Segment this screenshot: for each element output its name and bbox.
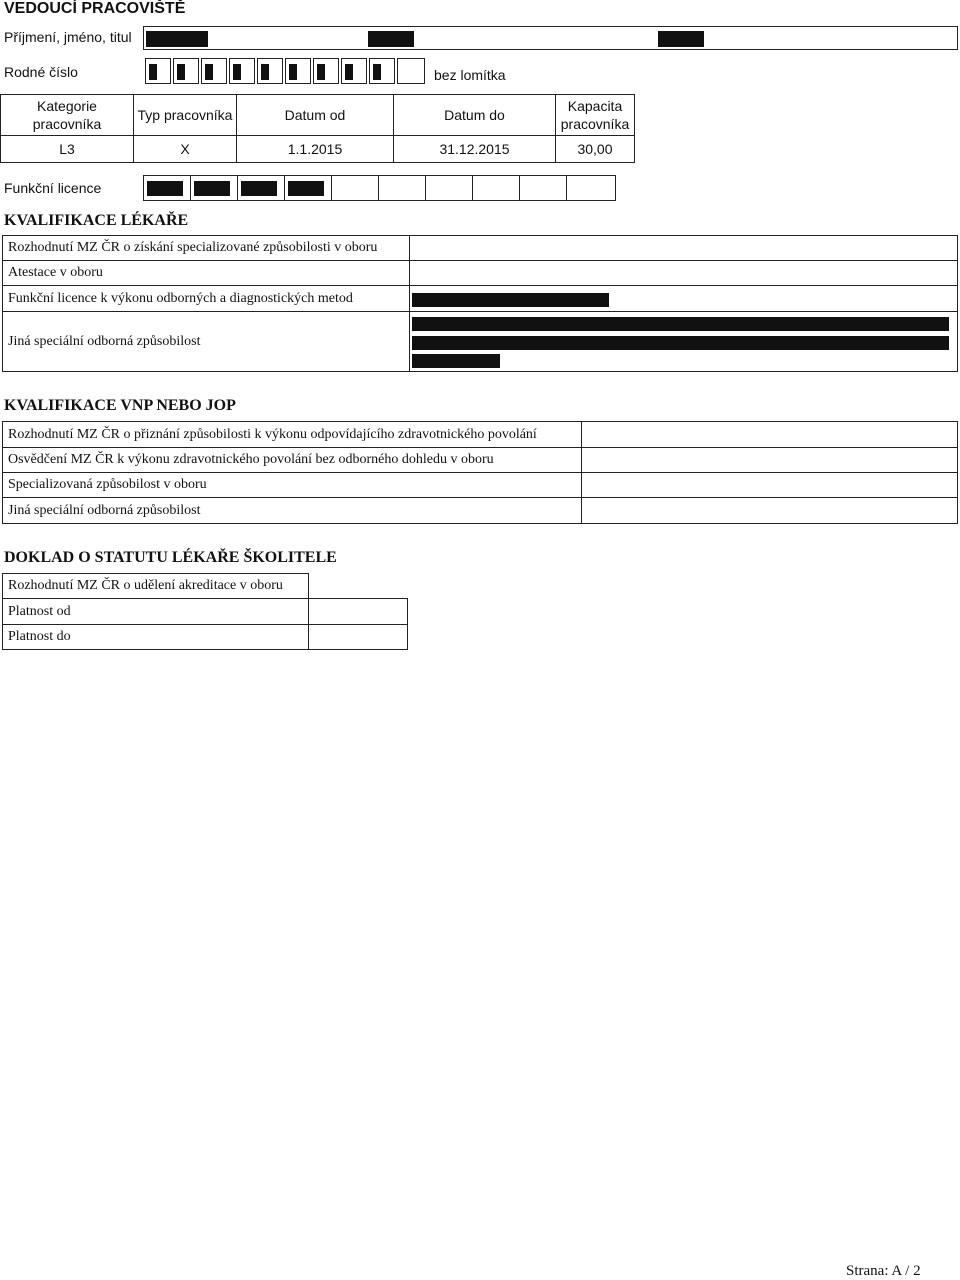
redacted-block <box>177 64 185 80</box>
row-label: Jiná speciální odborná způsobilost <box>8 334 201 349</box>
page-number: Strana: A / 2 <box>846 1263 921 1279</box>
digit-box[interactable] <box>285 58 311 84</box>
redacted-block <box>412 354 500 368</box>
digit-box[interactable] <box>257 58 283 84</box>
redacted-block <box>146 31 208 47</box>
row-label: Osvědčení MZ ČR k výkonu zdravotnického povolání bez odborného dohledu v oboru <box>8 452 494 467</box>
value-field[interactable] <box>409 260 958 286</box>
section-heading-doctor-qualification: KVALIFIKACE LÉKAŘE <box>4 212 189 229</box>
row-label: Rozhodnutí MZ ČR o udělení akreditace v oboru <box>8 578 283 593</box>
table-cell-type: X <box>133 135 237 163</box>
column-header-type: Typ pracovníka <box>133 94 237 136</box>
table-row <box>2 472 582 498</box>
row-label: Rozhodnutí MZ ČR o získání specializované způsobilosti v oboru <box>8 240 378 255</box>
row-label: Atestace v oboru <box>8 265 103 280</box>
row-label: Specializovaná způsobilost v oboru <box>8 477 207 492</box>
table-row <box>2 285 410 312</box>
functional-license-label: Funkční licence <box>4 180 102 196</box>
table-row <box>2 497 582 524</box>
digit-box[interactable] <box>173 58 199 84</box>
row-label: Rozhodnutí MZ ČR o přiznání způsobilosti k výkonu odpovídajícího zdravotnického povolání <box>8 427 537 442</box>
digit-box[interactable] <box>229 58 255 84</box>
birth-number-label: Rodné číslo <box>4 64 78 80</box>
no-slash-note: bez lomítka <box>434 67 506 83</box>
row-label: Funkční licence k výkonu odborných a diagnostických metod <box>8 291 353 306</box>
table-row <box>2 624 309 650</box>
row-label: Platnost do <box>8 629 71 644</box>
column-header-date-to: Datum do <box>393 94 556 136</box>
table-row <box>2 598 309 625</box>
section-heading-trainer-status: DOKLAD O STATUTU LÉKAŘE ŠKOLITELE <box>4 549 337 566</box>
value-field[interactable] <box>581 497 958 524</box>
license-box[interactable] <box>378 175 426 201</box>
table-row <box>2 573 309 599</box>
table-cell-date-from: 1.1.2015 <box>236 135 394 163</box>
table-row <box>2 421 582 448</box>
redacted-block <box>373 64 381 80</box>
value-field[interactable] <box>409 235 958 261</box>
redacted-block <box>412 336 949 350</box>
redacted-block <box>194 181 230 196</box>
redacted-block <box>241 181 277 196</box>
digit-box[interactable] <box>369 58 395 84</box>
value-field[interactable] <box>308 598 408 625</box>
value-field[interactable] <box>581 472 958 498</box>
redacted-block <box>345 64 353 80</box>
license-box[interactable] <box>190 175 238 201</box>
redacted-block <box>289 64 297 80</box>
license-box[interactable] <box>519 175 567 201</box>
license-box[interactable] <box>472 175 520 201</box>
value-field[interactable] <box>409 311 958 372</box>
redacted-block <box>205 64 213 80</box>
redacted-block <box>233 64 241 80</box>
value-field[interactable] <box>308 624 408 650</box>
table-row <box>2 447 582 473</box>
table-cell-capacity: 30,00 <box>555 135 635 163</box>
row-label: Platnost od <box>8 604 71 619</box>
license-box[interactable] <box>331 175 379 201</box>
table-row <box>2 260 410 286</box>
section-heading-workplace-head: VEDOUCÍ PRACOVIŠTĚ <box>4 0 186 17</box>
redacted-block <box>147 181 183 196</box>
row-label: Jiná speciální odborná způsobilost <box>8 503 201 518</box>
redacted-block <box>658 31 704 47</box>
license-box[interactable] <box>284 175 332 201</box>
table-cell-date-to: 31.12.2015 <box>393 135 556 163</box>
table-cell-category: L3 <box>0 135 134 163</box>
name-label: Příjmení, jméno, titul <box>4 29 132 45</box>
table-row <box>2 235 410 261</box>
redacted-block <box>412 293 609 307</box>
redacted-block <box>149 64 157 80</box>
digit-box[interactable] <box>145 58 171 84</box>
table-row <box>2 311 410 372</box>
redacted-block <box>288 181 324 196</box>
license-box[interactable] <box>425 175 473 201</box>
redacted-block <box>261 64 269 80</box>
license-box[interactable] <box>143 175 191 201</box>
name-field[interactable] <box>143 26 958 50</box>
digit-box[interactable] <box>201 58 227 84</box>
digit-box[interactable] <box>313 58 339 84</box>
redacted-block <box>412 317 949 331</box>
section-heading-vnp-qualification: KVALIFIKACE VNP NEBO JOP <box>4 397 236 414</box>
digit-box[interactable] <box>397 58 425 84</box>
redacted-block <box>317 64 325 80</box>
column-header-date-from: Datum od <box>236 94 394 136</box>
license-box[interactable] <box>566 175 616 201</box>
value-field[interactable] <box>581 421 958 448</box>
column-header-category: Kategorie pracovníka <box>0 94 134 136</box>
column-header-capacity: Kapacita pracovníka <box>555 94 635 136</box>
digit-box[interactable] <box>341 58 367 84</box>
redacted-block <box>368 31 414 47</box>
value-field[interactable] <box>409 285 958 312</box>
value-field[interactable] <box>581 447 958 473</box>
license-box[interactable] <box>237 175 285 201</box>
